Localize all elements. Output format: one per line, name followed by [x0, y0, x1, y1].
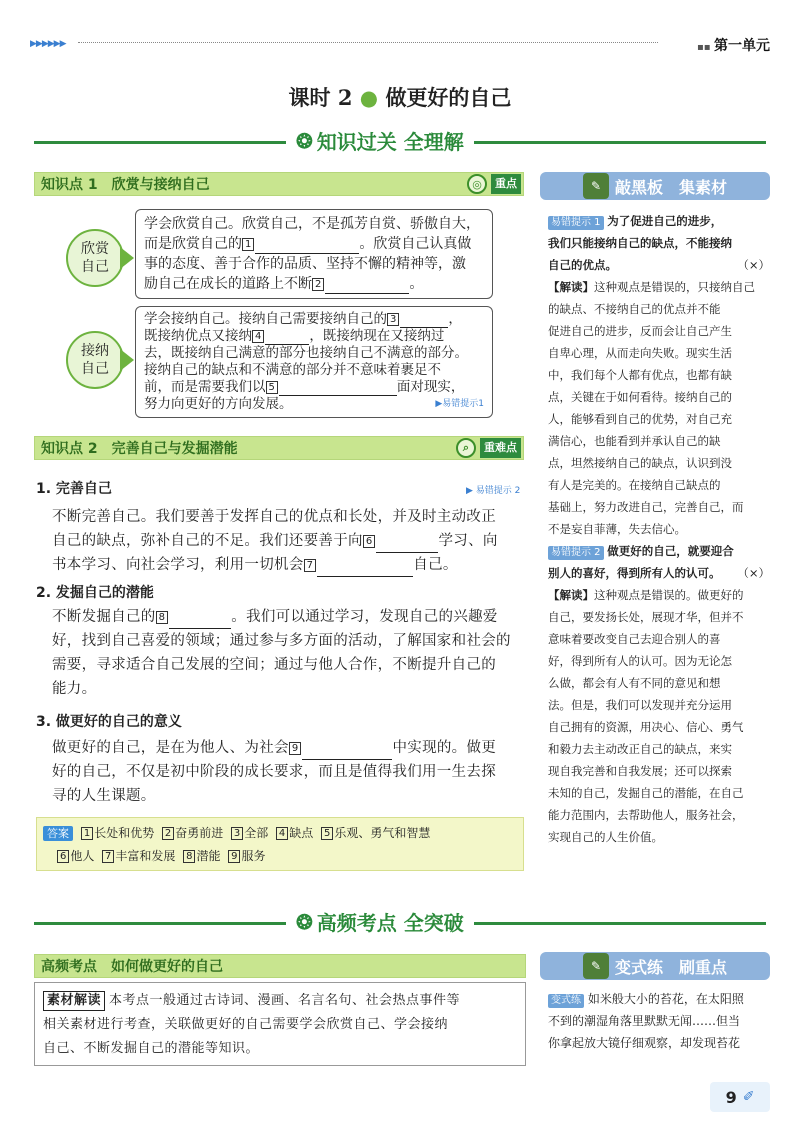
pen-icon: ✐	[742, 1089, 755, 1105]
answer-item: 1 长处和优势	[81, 826, 154, 840]
sidebar-content: 易错提示 1 为了促进自己的进步， 我们只能接纳自己的缺点，不能接纳 自己的优点。 （×） 【解读】这种观点是错误的，只接纳自己 的缺点、不接纳自己的优点并不能 促进自己的进步，反而会让自己产生 自卑心理，从而走向失败。现实生活 中，我们每个人都有优点，也都有缺 点，关键在于如何看待。接纳自己的 人，能够看到自己的优势，对自己充 满信心，也能看到并承认自己的缺 点，坦然接纳自己的缺点，认识到没 有人是完美的。在接纳自己缺点的 基础上，努力改进自己，完善自己，而 不是妄自菲薄，失去信心。 易错提示 2 做更好的自己，就要迎合 别人的喜好，得到所有人的认可。 （×） 【解读】这种观点是错误的。做更好的 自己，要发扬长处，展现才华，但并不 意味着要改变自己去迎合别人的喜 好，得到所有人的认可。因为无论怎 么做，都会有人有不同的意见和想 法。但是，我们可以发现并充分运用 自己拥有的资源，用决心、信心、勇气 和毅力去主动改正自己的缺点，来实 现自我完善和自我发展；还可以探索 未知的自己，发掘自己的潜能，在自己 能力范围内，去帮助他人，服务社会， 实现自己的人生价值。	[548, 214, 770, 844]
answer-item: 4 缺点	[276, 826, 313, 840]
swirl-icon: ❂	[296, 128, 313, 153]
practice-header: ✎ 变式练 刷重点	[540, 952, 770, 980]
practice-content: 变式练 如米般大小的苔花，在太阳照 不到的潮湿角落里默默无闻……但当 你拿起放大镜仔细观察，却发现苔花	[548, 992, 744, 1050]
answer-item: 5 乐观、勇气和智慧	[321, 826, 430, 840]
arrow-icon	[120, 349, 134, 371]
practice-icon: ✎	[583, 953, 609, 979]
point2-title: 知识点 2 完善自己与发掘潜能	[41, 441, 238, 457]
answer-item: 7 丰富和发展	[102, 849, 175, 863]
point1-tag: 重点	[491, 174, 521, 194]
s1-text: 不断完善自己。我们要善于发挥自己的优点和长处，并及时主动改正 自己的缺点，弥补自己的不足。我们还要善于向 6 学习、向 书本学习、向社会学习，利用一切机会 7 自己。	[52, 505, 527, 577]
s2-text: 不断发掘自己的 8 。我们可以通过学习，发现自己的兴趣爱 好，找到自己喜爱的领域；通过参与多方面的活动，了解国家和社会的 需要，寻求适合自己发展的空间；通过与他人合作，不断提升自己的 能力。	[52, 609, 511, 697]
answer-item: 2 奋勇前进	[162, 826, 223, 840]
tip2-tag: 易错提示 2	[548, 546, 604, 560]
unit-label: ▪▪ 第一单元	[696, 38, 770, 54]
answer-box	[36, 817, 524, 871]
s3-heading: 3. 做更好的自己的意义	[36, 714, 182, 730]
answer-item: 9 服务	[228, 849, 265, 863]
point2-bar	[34, 436, 524, 460]
lesson-title: 课时 2 ● 做更好的自己	[288, 85, 512, 110]
sidebar-header: ✎ 敲黑板 集素材	[540, 172, 770, 200]
tip-link-2[interactable]: ▶ 易错提示 2	[466, 486, 521, 496]
hot-topic-bar: 高频考点 如何做更好的自己	[34, 954, 526, 978]
section-banner: ❂ 知识过关 全理解	[286, 126, 474, 155]
hot-topic-box: 素材解读 本考点一般通过古诗词、漫画、名言名句、社会热点事件等 相关素材进行考查，关联做更好的自己需要学会欣赏自己、学会接纳 自己、不断发掘自己的潜能等知识。	[34, 982, 526, 1066]
blackboard-icon: ✎	[583, 173, 609, 199]
appreciate-circle: 欣赏自己	[66, 229, 124, 287]
magnifier-icon: ⌕	[456, 438, 476, 458]
accept-circle: 接纳自己	[66, 331, 124, 389]
answer-item: 3 全部	[231, 826, 268, 840]
s1-heading: 1. 完善自己	[36, 481, 112, 497]
tip1-tag: 易错提示 1	[548, 216, 604, 230]
s2-heading: 2. 发掘自己的潜能	[36, 585, 154, 601]
point1-bar	[34, 172, 524, 196]
material-label: 素材解读	[43, 991, 105, 1011]
arrow-icon	[120, 247, 134, 269]
target-icon: ◎	[467, 174, 487, 194]
page-number: 9 ✐	[710, 1082, 770, 1112]
section-banner: ❂ 高频考点 全突破	[286, 907, 474, 936]
tip-link-1[interactable]: ▶易错提示1	[435, 399, 484, 409]
answer-item: 6 他人	[57, 849, 94, 863]
header-rule	[78, 42, 658, 43]
point1-title: 知识点 1 欣赏与接纳自己	[41, 177, 210, 193]
answer-tag: 答案	[43, 826, 73, 841]
point2-tag: 重难点	[480, 438, 521, 458]
s3-text: 做更好的自己，是在为他人、为社会 9 中实现的。做更 好的自己，不仅是初中阶段的成长要求，而且是值得我们用一生去探 寻的人生课题。	[52, 740, 497, 804]
header-decoration: ▶▶▶▶▶▶	[30, 39, 66, 49]
answer-item: 8 潜能	[183, 849, 220, 863]
practice-tag: 变式练	[548, 994, 584, 1008]
swirl-icon: ❂	[296, 909, 313, 934]
appreciate-box: 学会欣赏自己。欣赏自己，不是孤芳自赏、骄傲自大， 而是欣赏自己的 1 。欣赏自己认真做 事的态度、善于合作的品质、坚持不懈的精神等，激 励自己在成长的道路上不断 2 。	[135, 209, 493, 299]
accept-box: 学会接纳自己。接纳自己需要接纳自己的 3 ， 既接纳优点又接纳 4 ，既接纳现在又接纳过 去，既接纳自己满意的部分也接纳自己不满意的部分。 接纳自己的缺点和不满意的部分并不意味着裹足不 前，而是需要我们以 5 面对现实， 努力向更好的方向发展。 ▶易错提示1	[135, 306, 493, 418]
